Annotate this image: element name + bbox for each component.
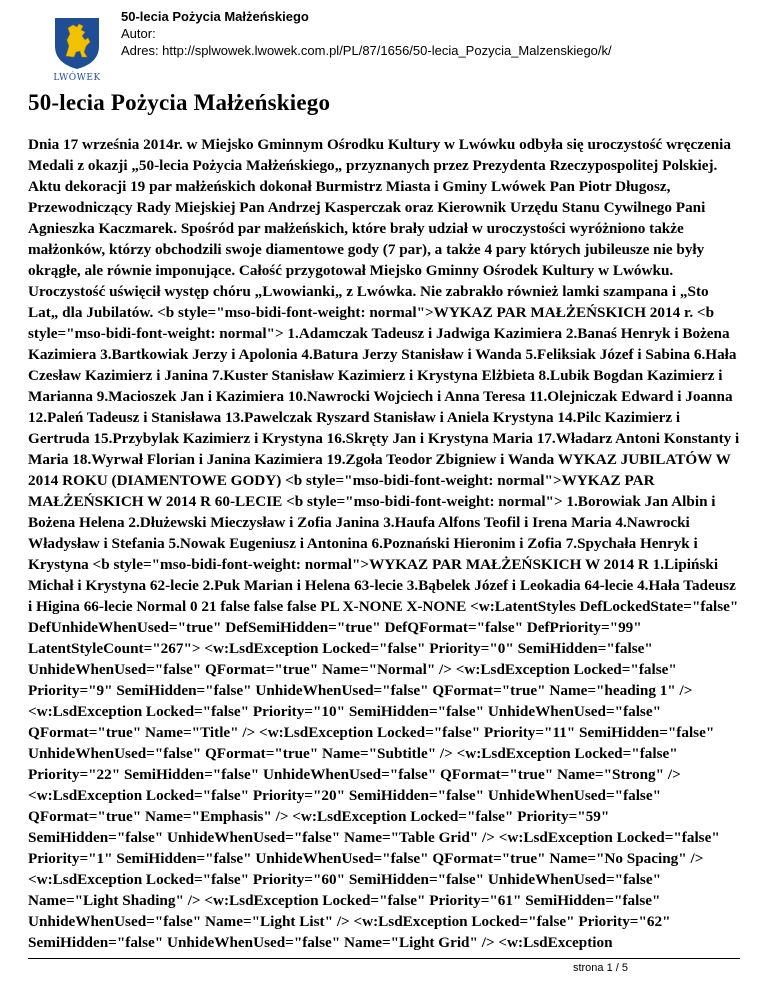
- logo-text: LWÓWEK: [53, 73, 101, 83]
- footer-divider: [28, 958, 740, 959]
- article-body: Dnia 17 września 2014r. w Miejsko Gminnym Ośrodku Kultury w Lwówku odbyła się uroczystość wręczenia Medali z okazji „50-lecia Pożycia Małżeńskiego„ przyznanych przez Prezydenta Rzeczypospolitej Polskiej. Aktu dekoracji 19 par małżeńskich dokonał Burmistrz Miasta i Gminy Lwówek Pan Piotr Długosz, Przewodniczący Rady Miejskiej Pan Andrzej Kasperczak oraz Kierownik Urzędu Stanu Cywilnego Pani Agnieszka Kaczmarek. Spośród par małżeńskich, które brały udział w uroczystości wyróżniono także małżonków, którzy obchodzili swoje diamentowe gody (7 par), a także 4 pary których jubileusze nie były okrągłe, ale równie imponujące. Całość przygotował Miejsko Gminny Ośrodek Kultury w Lwówku. Uroczystość uświęcił występ chóru „Lwowianki„ z Lwówka. Nie zabrakło również lamki szampana i „Sto Lat„ dla Jubilatów. <b style="mso-bidi-font-weight: normal">WYKAZ PAR MAŁŻEŃSKICH 2014 r. <b style="mso-bidi-font-weight: normal"> 1.Adamczak Tadeusz i Jadwiga Kazimiera 2.Banaś Henryk i Bożena Kazimiera 3.Bartkowiak Jerzy i Apolonia 4.Batura Jerzy Stanisław i Wanda 5.Feliksiak Józef i Sabina 6.Hała Czesław Kazimierz i Janina 7.Kuster Stanisław Kazimierz i Krystyna Elżbieta 8.Lubik Bogdan Kazimierz i Marianna 9.Macioszek Jan i Kazimiera 10.Nawrocki Wojciech i Anna Teresa 11.Olejniczak Edward i Joanna 12.Paleń Tadeusz i Stanisława 13.Pawelczak Ryszard Stanisław i Aniela Krystyna 14.Pilc Kazimierz i Gertruda 15.Przybylak Kazimierz i Krystyna 16.Skręty Jan i Krystyna Maria 17.Władarz Antoni Konstanty i Maria 18.Wyrwał Florian i Janina Kazimiera 19.Zgoła Teodor Zbigniew i Wanda WYKAZ JUBILATÓW W 2014 ROKU (DIAMENTOWE GODY) <b style="mso-bidi-font-weight: normal">WYKAZ PAR MAŁŻEŃSKICH W 2014 R 60-LECIE <b style="mso-bidi-font-weight: normal"> 1.Borowiak Jan Albin i Bożena Helena 2.Dłużewski Mieczysław i Zofia Janina 3.Haufa Alfons Teofil i Irena Maria 4.Nawrocki Władysław i Stefania 5.Nowak Eugeniusz i Antonina 6.Poznański Hieronim i Zofia 7.Spychała Henryk i Krystyna <b style="mso-bidi-font-weight: normal">WYKAZ PAR MAŁŻEŃSKICH W 2014 R 1.Lipiński Michał i Krystyna 62-lecie 2.Puk Marian i Helena 63-lecie 3.Bąbelek Józef i Leokadia 64-lecie 4.Hała Tadeusz i Higina 66-lecie Normal 0 21 false false false PL X-NONE X-NONE <w:LatentStyles DefLockedState="false" DefUnhideWhenUsed="true" DefSemiHidden="true" DefQFormat="false" DefPriority="99" LatentStyleCount="267"> <w:LsdException Locked="false" Priority="0" SemiHidden="false" UnhideWhenUsed="false" QFormat="true" Name="Normal" /> <w:LsdException Locked="false" Priority="9" SemiHidden="false" UnhideWhenUsed="false" QFormat="true" Name="heading 1" /> <w:LsdException Locked="false" Priority="10" SemiHidden="false" UnhideWhenUsed="false" QFormat="true" Name="Title" /> <w:LsdException Locked="false" Priority="11" SemiHidden="false" UnhideWhenUsed="false" QFormat="true" Name="Subtitle" /> <w:LsdException Locked="false" Priority="22" SemiHidden="false" UnhideWhenUsed="false" QFormat="true" Name="Strong" /> <w:LsdException Locked="false" Priority="20" SemiHidden="false" UnhideWhenUsed="false" QFormat="true" Name="Emphasis" /> <w:LsdException Locked="false" Priority="59" SemiHidden="false" UnhideWhenUsed="false" Name="Table Grid" /> <w:LsdException Locked="false" Priority="1" SemiHidden="false" UnhideWhenUsed="false" QFormat="true" Name="No Spacing" /> <w:LsdException Locked="false" Priority="60" SemiHidden="false" UnhideWhenUsed="false" Name="Light Shading" /> <w:LsdException Locked="false" Priority="61" SemiHidden="false" UnhideWhenUsed="false" Name="Light List" /> <w:LsdException Locked="false" Priority="62" SemiHidden="false" UnhideWhenUsed="false" Name="Light Grid" /> <w:LsdException: [28, 136, 740, 951]
- header-author: Autor:: [121, 26, 156, 41]
- coat-of-arms-icon: [52, 16, 102, 70]
- page-title: 50-lecia Pożycia Małżeńskiego: [28, 90, 331, 115]
- header-address[interactable]: Adres: http://splwowek.lwowek.com.pl/PL/87/1656/50-lecia_Pozycia_Malzenskiego/k/: [121, 43, 612, 58]
- page-number: strona 1 / 5: [572, 962, 628, 974]
- header-title: 50-lecia Pożycia Małżeńskiego: [121, 9, 309, 24]
- document-meta: [121, 8, 612, 59]
- lwowek-logo: [52, 16, 102, 82]
- document-header: [52, 8, 742, 83]
